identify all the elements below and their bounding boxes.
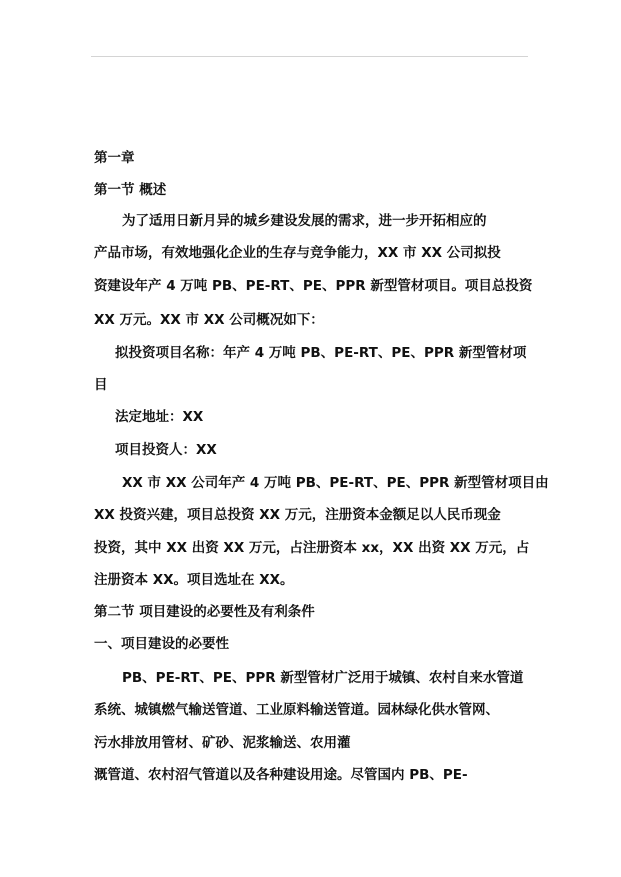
legal-address: 法定地址：XX xyxy=(115,409,204,425)
paragraph-6-line-3: 污水排放用管材、矿砂、泥浆输送、农用灌 xyxy=(94,735,351,751)
paragraph-2-line-2: 目 xyxy=(94,377,108,393)
project-investor: 项目投资人：XX xyxy=(115,442,217,458)
section-2-title: 第二节 项目建设的必要性及有利条件 xyxy=(94,604,315,620)
paragraph-5-line-1: XX 市 XX 公司年产 4 万吨 PB、PE-RT、PE、PPR 新型管材项目由 xyxy=(122,475,549,491)
paragraph-2-line-1: 拟投资项目名称：年产 4 万吨 PB、PE-RT、PE、PPR 新型管材项 xyxy=(115,345,527,361)
paragraph-6-line-4: 溉管道、农村沼气管道以及各种建设用途。尽管国内 PB、PE- xyxy=(94,767,468,783)
paragraph-6-line-1: PB、PE-RT、PE、PPR 新型管材广泛用于城镇、农村自来水管道 xyxy=(122,670,524,686)
paragraph-5-line-2: XX 投资兴建，项目总投资 XX 万元，注册资本金额足以人民币现金 xyxy=(94,507,501,523)
section-1-title: 第一节 概述 xyxy=(94,182,167,198)
paragraph-6-line-2: 系统、城镇燃气输送管道、工业原料输送管道。园林绿化供水管网、 xyxy=(94,702,499,718)
paragraph-1-line-3: 资建设年产 4 万吨 PB、PE-RT、PE、PPR 新型管材项目。项目总投资 xyxy=(94,278,533,294)
chapter-title: 第一章 xyxy=(94,150,135,166)
paragraph-5-line-4: 注册资本 XX。项目选址在 XX。 xyxy=(94,572,294,588)
header-rule xyxy=(91,56,528,57)
paragraph-1-line-1: 为了适用日新月异的城乡建设发展的需求，进一步开拓相应的 xyxy=(122,213,487,229)
paragraph-5-line-3: 投资，其中 XX 出资 XX 万元，占注册资本 xx，XX 出资 XX 万元，占 xyxy=(94,540,530,556)
paragraph-1-line-4: XX 万元。XX 市 XX 公司概况如下： xyxy=(94,312,324,328)
paragraph-1-line-2: 产品市场，有效地强化企业的生存与竞争能力，XX 市 XX 公司拟投 xyxy=(94,245,501,261)
subsection-1-title: 一、项目建设的必要性 xyxy=(94,636,229,652)
